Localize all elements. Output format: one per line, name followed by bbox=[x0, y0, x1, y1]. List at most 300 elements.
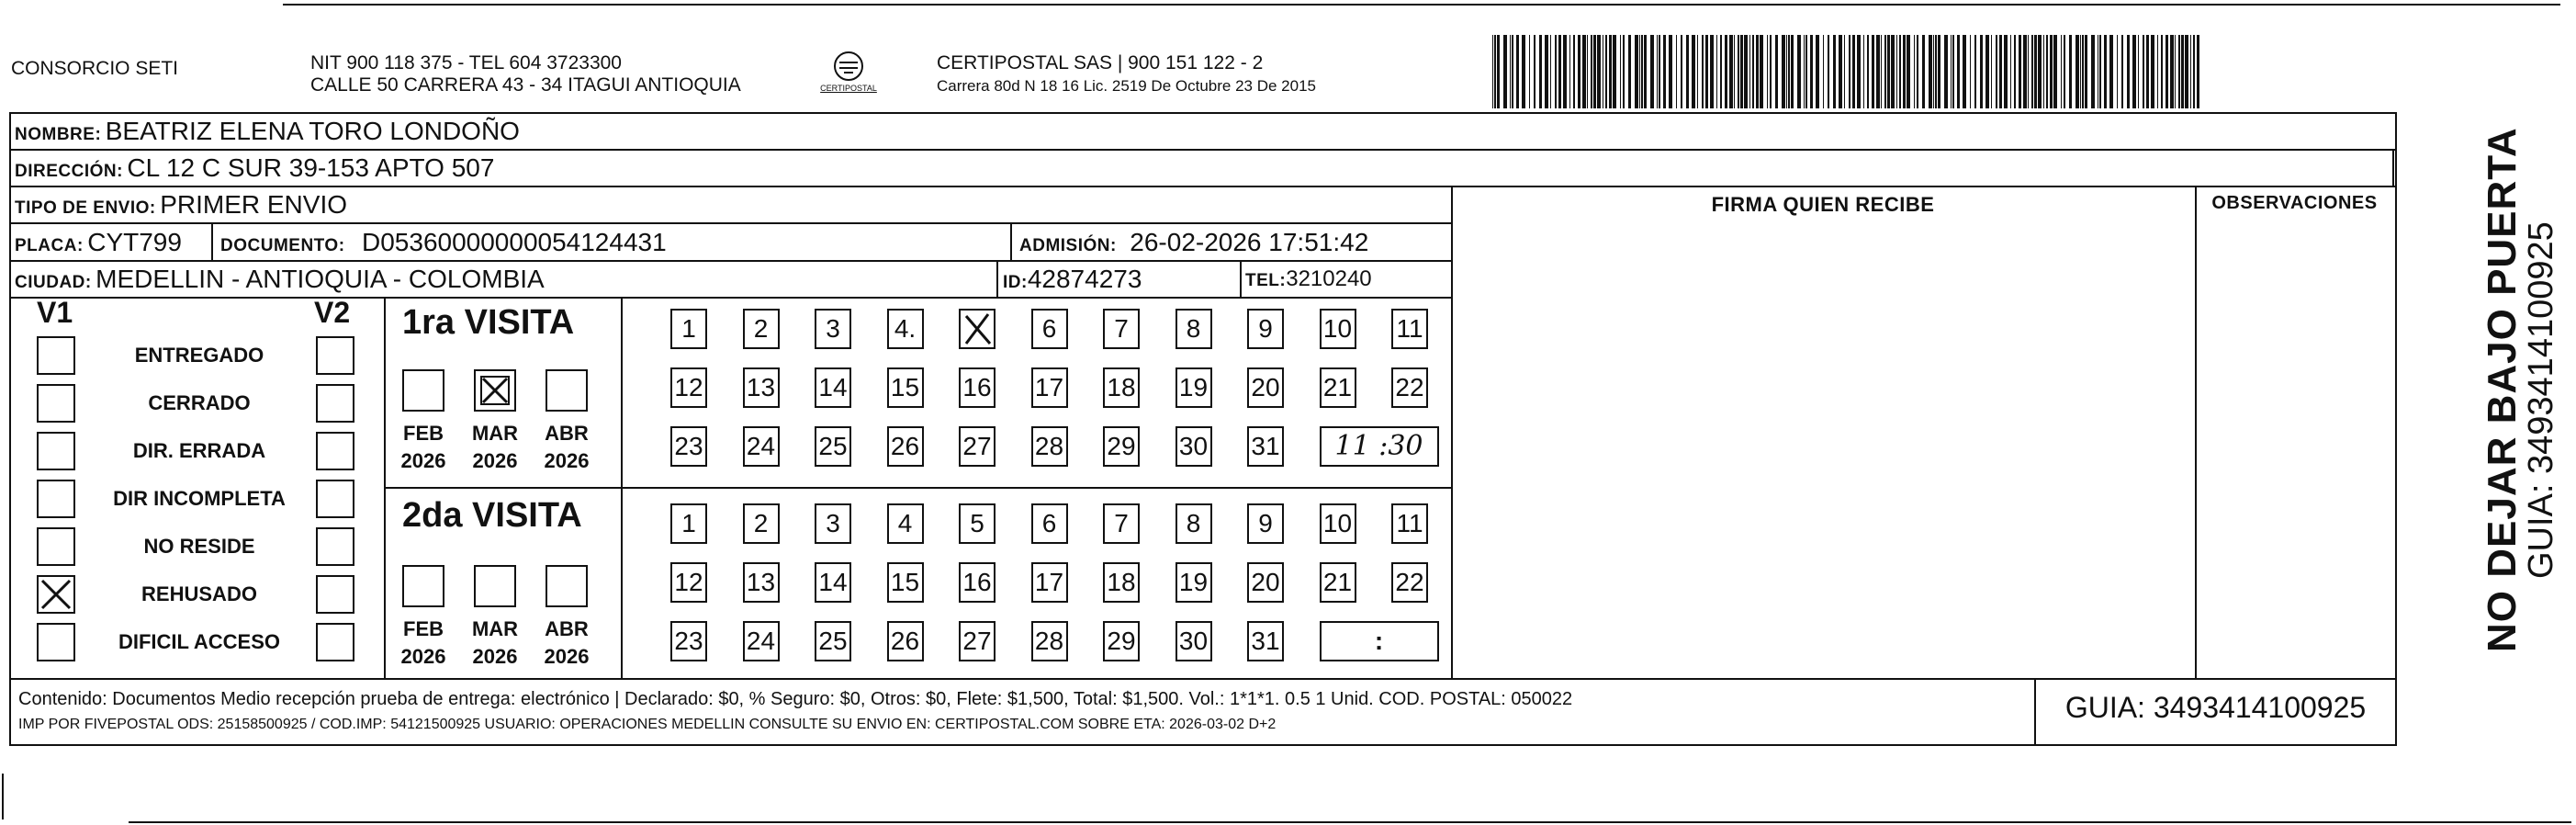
first-visit-day-14[interactable] bbox=[815, 367, 851, 408]
barcode-bar bbox=[1876, 35, 1880, 108]
tel-label: TEL: bbox=[1245, 271, 1287, 290]
day-number: 7 bbox=[1114, 314, 1129, 343]
footer-line-2: IMP POR FIVEPOSTAL ODS: 25158500925 / COD.IMP: 54121500925 USUARIO: OPERACIONES MEDELLIN CONSULTE SU ENVIO EN: CERTIPOSTAL.COM SOBRE ETA: 2026-03-02 D+2 bbox=[18, 717, 1277, 732]
barcode-bar bbox=[1952, 35, 1954, 108]
barcode-bar bbox=[1816, 35, 1819, 108]
barcode-bar bbox=[1791, 35, 1794, 108]
barcode-bar bbox=[1716, 35, 1717, 108]
day-number: 12 bbox=[674, 568, 703, 596]
day-number: 21 bbox=[1322, 568, 1353, 596]
month-name: ABR bbox=[545, 422, 589, 445]
barcode-bar bbox=[1516, 35, 1519, 108]
second-visit-day-16[interactable] bbox=[959, 562, 996, 603]
first-visit-day-10[interactable] bbox=[1320, 309, 1356, 349]
second-visit-day-24[interactable] bbox=[743, 621, 780, 661]
barcode-bar bbox=[1539, 35, 1542, 108]
second-visit-day-11[interactable] bbox=[1391, 503, 1428, 544]
day-number: 8 bbox=[1186, 509, 1201, 537]
month-name: ABR bbox=[545, 617, 589, 640]
v1-checkbox[interactable] bbox=[37, 527, 75, 566]
v2-checkbox[interactable] bbox=[316, 432, 354, 470]
status-reason-label: REHUSADO bbox=[141, 582, 257, 605]
barcode-bar bbox=[1749, 35, 1750, 108]
first-visit-day-8[interactable] bbox=[1176, 309, 1212, 349]
day-number: 24 bbox=[746, 432, 776, 460]
first-visit-day-26[interactable] bbox=[887, 426, 924, 467]
second-visit-day-2[interactable] bbox=[743, 503, 780, 544]
day-number: 17 bbox=[1034, 373, 1064, 401]
ciudad-label: CIUDAD: bbox=[15, 273, 92, 292]
status-reason-label: NO RESIDE bbox=[143, 535, 255, 558]
barcode-bar bbox=[1497, 35, 1500, 108]
barcode-bar bbox=[1760, 35, 1763, 108]
day-number: 31 bbox=[1251, 627, 1280, 655]
v1-checkbox[interactable] bbox=[37, 575, 75, 614]
license-line: Carrera 80d N 18 16 Lic. 2519 De Octubre 23 De 2015 bbox=[937, 77, 1316, 95]
logo-text: CERTIPOSTAL bbox=[820, 84, 877, 93]
second-visit-day-29[interactable] bbox=[1103, 621, 1140, 661]
day-number: 16 bbox=[962, 568, 992, 596]
nit-line: NIT 900 118 375 - TEL 604 3723300 bbox=[310, 52, 622, 73]
first-visit-day-17[interactable] bbox=[1031, 367, 1068, 408]
barcode-bar bbox=[2193, 35, 2195, 108]
v1-checkbox[interactable] bbox=[37, 432, 75, 470]
company-name: CONSORCIO SETI bbox=[11, 58, 179, 79]
day-number: 13 bbox=[746, 373, 776, 401]
month-year: 2026 bbox=[544, 448, 590, 472]
barcode-bar bbox=[1872, 35, 1874, 108]
barcode-bar bbox=[1740, 35, 1743, 108]
barcode-bar bbox=[2185, 35, 2188, 108]
barcode-bar bbox=[1907, 35, 1910, 108]
barcode-bar bbox=[1613, 35, 1616, 108]
barcode-bar bbox=[1797, 35, 1801, 108]
day-number: 19 bbox=[1178, 373, 1209, 401]
barcode-bar bbox=[2014, 35, 2016, 108]
second-visit-day-27[interactable] bbox=[959, 621, 996, 661]
barcode-bar bbox=[2143, 35, 2144, 108]
first-visit-month-checkbox-abr[interactable] bbox=[546, 369, 588, 412]
second-visit-time-box[interactable] bbox=[1320, 621, 1439, 661]
day-number: 4 bbox=[897, 509, 913, 537]
second-visit-day-10[interactable] bbox=[1320, 503, 1356, 544]
barcode-bar bbox=[2127, 35, 2130, 108]
day-number: 11 bbox=[1396, 509, 1423, 537]
second-visit-day-21[interactable] bbox=[1320, 562, 1356, 603]
month-year: 2026 bbox=[400, 644, 446, 668]
first-visit-day-15[interactable] bbox=[887, 367, 924, 408]
barcode-bar bbox=[1775, 35, 1778, 108]
v2-checkbox[interactable] bbox=[316, 623, 354, 661]
second-visit-day-20[interactable] bbox=[1247, 562, 1284, 603]
first-visit-day-1[interactable] bbox=[670, 309, 707, 349]
barcode-bar bbox=[1996, 35, 1997, 108]
v2-checkbox[interactable] bbox=[316, 575, 354, 614]
barcode-bar bbox=[1963, 35, 1966, 108]
barcode-bar bbox=[1545, 35, 1548, 108]
second-visit-day-22[interactable] bbox=[1391, 562, 1428, 603]
day-number: 25 bbox=[818, 627, 848, 655]
barcode-bar bbox=[1494, 35, 1496, 108]
barcode-bar bbox=[1857, 35, 1861, 108]
barcode-bar bbox=[1738, 35, 1739, 108]
barcode-bar bbox=[1702, 35, 1704, 108]
admision-value: 26-02-2026 17:51:42 bbox=[1130, 228, 1369, 256]
day-number: 9 bbox=[1258, 314, 1273, 343]
day-number: 14 bbox=[818, 373, 848, 401]
v2-checkbox[interactable] bbox=[316, 480, 354, 518]
second-visit-day-3[interactable] bbox=[815, 503, 851, 544]
first-visit-day-21[interactable] bbox=[1320, 367, 1356, 408]
first-visit-day-28[interactable] bbox=[1031, 426, 1068, 467]
day-number: 20 bbox=[1251, 568, 1280, 596]
barcode-bar bbox=[1697, 35, 1698, 108]
day-number: 26 bbox=[890, 627, 920, 655]
barcode-bar bbox=[2050, 35, 2053, 108]
day-number: 4. bbox=[894, 314, 917, 343]
barcode-bar bbox=[2197, 35, 2199, 108]
barcode-bar bbox=[1839, 35, 1842, 108]
v1-checkbox[interactable] bbox=[37, 480, 75, 518]
barcode-bar bbox=[1725, 35, 1727, 108]
day-number: 10 bbox=[1322, 509, 1353, 537]
second-visit-day-17[interactable] bbox=[1031, 562, 1068, 603]
barcode-bar bbox=[1833, 35, 1836, 108]
day-number: 26 bbox=[890, 432, 920, 460]
first-visit-month-checkbox-mar[interactable] bbox=[474, 369, 516, 412]
barcode-bar bbox=[1734, 35, 1735, 108]
first-visit-day-6[interactable] bbox=[1031, 309, 1068, 349]
barcode-bar bbox=[2099, 35, 2101, 108]
tel-value: 3210240 bbox=[1286, 266, 1372, 291]
first-visit-day-25[interactable] bbox=[815, 426, 851, 467]
first-visit-day-24[interactable] bbox=[743, 426, 780, 467]
month-name: MAR bbox=[471, 422, 519, 445]
barcode-bar bbox=[2028, 35, 2029, 108]
tipo-envio-label: TIPO DE ENVIO: bbox=[15, 198, 156, 218]
barcode-bar bbox=[1844, 35, 1845, 108]
firma-label: FIRMA QUIEN RECIBE bbox=[1711, 193, 1935, 216]
documento-value: D05360000000054124431 bbox=[362, 228, 667, 256]
first-visit-day-4[interactable] bbox=[887, 309, 924, 349]
barcode-bar bbox=[2034, 35, 2037, 108]
day-number: 8 bbox=[1186, 314, 1201, 343]
barcode-bar bbox=[1884, 35, 1886, 108]
month-name: FEB bbox=[403, 422, 444, 445]
day-number: 16 bbox=[962, 373, 992, 401]
month-name: FEB bbox=[403, 617, 444, 640]
barcode-bar bbox=[1609, 35, 1612, 108]
first-visit-day-7[interactable] bbox=[1103, 309, 1140, 349]
day-number: 17 bbox=[1034, 568, 1064, 596]
v2-checkbox[interactable] bbox=[316, 384, 354, 423]
barcode-bar bbox=[2082, 35, 2084, 108]
certipostal-logo bbox=[812, 50, 885, 101]
day-number: 27 bbox=[962, 432, 992, 460]
footer-guia: GUIA: 3493414100925 bbox=[2064, 691, 2367, 724]
first-visit-day-11[interactable] bbox=[1391, 309, 1428, 349]
documento-label: DOCUMENTO: bbox=[220, 236, 345, 255]
ciudad-value: MEDELLIN - ANTIOQUIA - COLOMBIA bbox=[96, 265, 545, 293]
barcode-bar bbox=[1999, 35, 2002, 108]
barcode-bar bbox=[2146, 35, 2149, 108]
barcode-bar bbox=[2091, 35, 2095, 108]
month-label bbox=[537, 616, 596, 670]
barcode-bar bbox=[2181, 35, 2184, 108]
barcode-bar bbox=[2075, 35, 2079, 108]
barcode-bar bbox=[1555, 35, 1557, 108]
day-number: 22 bbox=[1395, 373, 1424, 401]
barcode-bar bbox=[1563, 35, 1567, 108]
first-visit-day-27[interactable] bbox=[959, 426, 996, 467]
second-visit-day-5[interactable] bbox=[959, 503, 996, 544]
second-visit-day-1[interactable] bbox=[670, 503, 707, 544]
v2-checkbox[interactable] bbox=[316, 527, 354, 566]
first-visit-time-box[interactable] bbox=[1320, 426, 1439, 467]
side-text bbox=[2388, 119, 2571, 671]
barcode-bar bbox=[1935, 35, 1937, 108]
v1-checkbox[interactable] bbox=[37, 623, 75, 661]
barcode-bar bbox=[1756, 35, 1759, 108]
visit-time: : bbox=[1374, 627, 1384, 655]
month-label bbox=[537, 420, 596, 474]
second-visit-day-26[interactable] bbox=[887, 621, 924, 661]
barcode-bar bbox=[2004, 35, 2008, 108]
month-year: 2026 bbox=[544, 644, 590, 668]
barcode-bar bbox=[1676, 35, 1677, 108]
barcode-bar bbox=[1770, 35, 1772, 108]
day-number: 24 bbox=[746, 627, 776, 655]
day-number: 19 bbox=[1178, 568, 1209, 596]
day-number: 30 bbox=[1178, 627, 1209, 655]
barcode-bar bbox=[1639, 35, 1640, 108]
barcode-bar bbox=[1663, 35, 1666, 108]
certipostal-line: CERTIPOSTAL SAS | 900 151 122 - 2 bbox=[937, 52, 1264, 73]
second-visit-day-28[interactable] bbox=[1031, 621, 1068, 661]
barcode-bar bbox=[2151, 35, 2154, 108]
barcode-bar bbox=[1550, 35, 1551, 108]
barcode-bar bbox=[2023, 35, 2027, 108]
barcode-bar bbox=[1628, 35, 1631, 108]
barcode-bar bbox=[1917, 35, 1918, 108]
barcode-bar bbox=[1849, 35, 1850, 108]
barcode bbox=[1492, 35, 2209, 108]
day-number: 2 bbox=[753, 509, 769, 537]
barcode-bar bbox=[1569, 35, 1570, 108]
first-visit-day-30[interactable] bbox=[1176, 426, 1212, 467]
first-visit-day-3[interactable] bbox=[815, 309, 851, 349]
second-visit-day-9[interactable] bbox=[1247, 503, 1284, 544]
status-reason-label: ENTREGADO bbox=[134, 344, 264, 367]
first-visit-day-13[interactable] bbox=[743, 367, 780, 408]
barcode-bar bbox=[2138, 35, 2139, 108]
barcode-bar bbox=[2010, 35, 2011, 108]
direccion-label: DIRECCIÓN: bbox=[15, 162, 123, 181]
second-visit-day-25[interactable] bbox=[815, 621, 851, 661]
barcode-bar bbox=[1597, 35, 1601, 108]
barcode-bar bbox=[1944, 35, 1948, 108]
day-number: 28 bbox=[1034, 432, 1064, 460]
barcode-bar bbox=[1974, 35, 1976, 108]
first-visit-day-20[interactable] bbox=[1247, 367, 1284, 408]
barcode-bar bbox=[1641, 35, 1643, 108]
day-number: 6 bbox=[1041, 314, 1057, 343]
v1-checkbox[interactable] bbox=[37, 336, 75, 375]
day-number: 18 bbox=[1107, 568, 1136, 596]
status-reason-label: CERRADO bbox=[148, 391, 251, 414]
barcode-bar bbox=[1914, 35, 1915, 108]
first-visit-day-12[interactable] bbox=[670, 367, 707, 408]
barcode-bar bbox=[1503, 35, 1507, 108]
first-visit-day-23[interactable] bbox=[670, 426, 707, 467]
barcode-bar bbox=[1534, 35, 1535, 108]
visit-time: 11 :30 bbox=[1334, 430, 1423, 462]
barcode-bar bbox=[2190, 35, 2191, 108]
second-visit-day-31[interactable] bbox=[1247, 621, 1284, 661]
barcode-bar bbox=[2109, 35, 2113, 108]
second-visit-day-6[interactable] bbox=[1031, 503, 1068, 544]
barcode-bar bbox=[1810, 35, 1813, 108]
placa-label: PLACA: bbox=[15, 236, 84, 255]
v1-checkbox[interactable] bbox=[37, 384, 75, 423]
day-number: 1 bbox=[681, 314, 696, 343]
barcode-bar bbox=[1578, 35, 1580, 108]
barcode-bar bbox=[1980, 35, 1983, 108]
second-visit-day-4[interactable] bbox=[887, 503, 924, 544]
second-visit-day-30[interactable] bbox=[1176, 621, 1212, 661]
barcode-bar bbox=[1786, 35, 1787, 108]
barcode-bar bbox=[1823, 35, 1824, 108]
barcode-bar bbox=[1957, 35, 1960, 108]
barcode-bar bbox=[1605, 35, 1607, 108]
first-visit-day-18[interactable] bbox=[1103, 367, 1140, 408]
barcode-bar bbox=[2121, 35, 2123, 108]
month-year: 2026 bbox=[400, 448, 446, 472]
barcode-bar bbox=[1891, 35, 1895, 108]
first-visit-day-22[interactable] bbox=[1391, 367, 1428, 408]
barcode-bar bbox=[2132, 35, 2136, 108]
second-visit-day-13[interactable] bbox=[743, 562, 780, 603]
barcode-bar bbox=[2178, 35, 2180, 108]
first-visit-day-5[interactable] bbox=[959, 309, 996, 349]
second-visit-day-8[interactable] bbox=[1176, 503, 1212, 544]
v2-checkbox[interactable] bbox=[316, 336, 354, 375]
second-visit-month-checkbox-abr[interactable] bbox=[546, 565, 588, 607]
day-number: 9 bbox=[1258, 509, 1273, 537]
check-x-icon bbox=[476, 371, 514, 410]
barcode-bar bbox=[1635, 35, 1638, 108]
day-number: 15 bbox=[890, 373, 920, 401]
barcode-bar bbox=[1657, 35, 1658, 108]
second-visit-day-18[interactable] bbox=[1103, 562, 1140, 603]
barcode-bar bbox=[1512, 35, 1513, 108]
first-visit-day-9[interactable] bbox=[1247, 309, 1284, 349]
second-visit-day-19[interactable] bbox=[1176, 562, 1212, 603]
side-guia-text: GUIA: 3493414100925 bbox=[2522, 221, 2560, 579]
month-year: 2026 bbox=[472, 448, 518, 472]
status-reason-label: DIR INCOMPLETA bbox=[113, 487, 286, 510]
day-number: 27 bbox=[962, 627, 992, 655]
barcode-bar bbox=[2080, 35, 2081, 108]
first-visit-day-29[interactable] bbox=[1103, 426, 1140, 467]
barcode-bar bbox=[1782, 35, 1785, 108]
barcode-bar bbox=[2157, 35, 2158, 108]
barcode-bar bbox=[1985, 35, 1989, 108]
second-visit-day-15[interactable] bbox=[887, 562, 924, 603]
barcode-bar bbox=[1582, 35, 1586, 108]
first-visit-day-2[interactable] bbox=[743, 309, 780, 349]
barcode-bar bbox=[2069, 35, 2072, 108]
day-number: 5 bbox=[970, 509, 984, 537]
barcode-bar bbox=[1852, 35, 1855, 108]
day-number: 21 bbox=[1322, 373, 1353, 401]
barcode-bar bbox=[1951, 35, 1952, 108]
barcode-bar bbox=[1804, 35, 1805, 108]
barcode-bar bbox=[1788, 35, 1790, 108]
barcode-bar bbox=[1593, 35, 1596, 108]
barcode-bar bbox=[1587, 35, 1588, 108]
barcode-bar bbox=[1896, 35, 1897, 108]
barcode-bar bbox=[2170, 35, 2174, 108]
barcode-bar bbox=[2019, 35, 2021, 108]
second-visit-title: 2da VISITA bbox=[402, 496, 582, 535]
day-number: 20 bbox=[1251, 373, 1280, 401]
barcode-bar bbox=[1903, 35, 1906, 108]
barcode-bar bbox=[1867, 35, 1869, 108]
barcode-bar bbox=[1863, 35, 1864, 108]
check-x-icon bbox=[961, 311, 994, 347]
barcode-bar bbox=[1686, 35, 1689, 108]
barcode-bar bbox=[1522, 35, 1525, 108]
day-number: 2 bbox=[753, 314, 769, 343]
barcode-bar bbox=[1970, 35, 1971, 108]
barcode-bar bbox=[2085, 35, 2087, 108]
barcode-bar bbox=[1650, 35, 1654, 108]
barcode-bar bbox=[1720, 35, 1722, 108]
barcode-bar bbox=[1692, 35, 1695, 108]
first-visit-month-checkbox-feb[interactable] bbox=[402, 369, 444, 412]
barcode-bar bbox=[1669, 35, 1672, 108]
first-visit-day-31[interactable] bbox=[1247, 426, 1284, 467]
barcode-bar bbox=[1933, 35, 1934, 108]
barcode-bar bbox=[2061, 35, 2062, 108]
day-number: 14 bbox=[818, 568, 848, 596]
first-visit-day-16[interactable] bbox=[959, 367, 996, 408]
barcode-bar bbox=[1710, 35, 1714, 108]
direccion-value: CL 12 C SUR 39-153 APTO 507 bbox=[127, 153, 495, 182]
day-number: 30 bbox=[1178, 432, 1209, 460]
second-visit-day-7[interactable] bbox=[1103, 503, 1140, 544]
month-year: 2026 bbox=[472, 644, 518, 668]
second-visit-month-checkbox-feb[interactable] bbox=[402, 565, 444, 607]
day-number: 28 bbox=[1034, 627, 1064, 655]
second-visit-day-12[interactable] bbox=[670, 562, 707, 603]
barcode-bar bbox=[1510, 35, 1511, 108]
barcode-bar bbox=[1929, 35, 1932, 108]
second-visit-day-23[interactable] bbox=[670, 621, 707, 661]
barcode-bar bbox=[2161, 35, 2163, 108]
first-visit-day-19[interactable] bbox=[1176, 367, 1212, 408]
day-number: 15 bbox=[890, 568, 920, 596]
barcode-bar bbox=[1529, 35, 1530, 108]
barcode-bar bbox=[2053, 35, 2057, 108]
v2-label: V2 bbox=[314, 296, 351, 329]
barcode-bar bbox=[1591, 35, 1592, 108]
second-visit-day-14[interactable] bbox=[815, 562, 851, 603]
second-visit-month-checkbox-mar[interactable] bbox=[474, 565, 516, 607]
address-line: CALLE 50 CARRERA 43 - 34 ITAGUI ANTIOQUIA bbox=[310, 74, 741, 96]
day-number: 31 bbox=[1251, 432, 1280, 460]
